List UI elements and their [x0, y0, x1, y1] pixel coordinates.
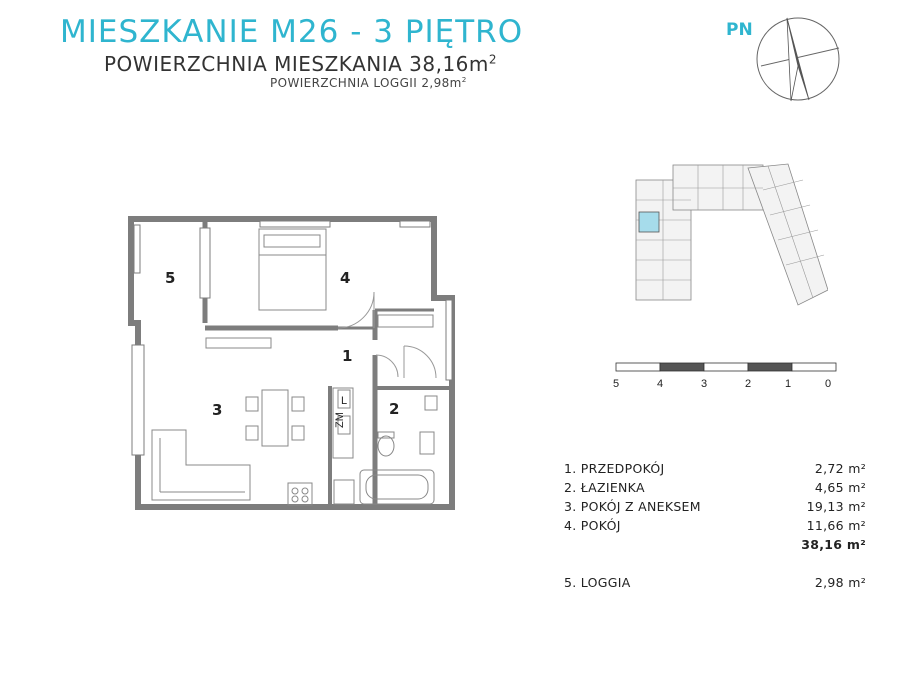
legend-spacer	[564, 554, 866, 573]
washer-label: ZM	[334, 412, 346, 428]
apartment-area-text: POWIERZCHNIA MIESZKANIA 38,16m	[104, 52, 489, 76]
scale-tick-1: 1	[784, 378, 792, 390]
apartment-area-unit-sup: 2	[488, 52, 498, 67]
legend-row	[564, 497, 866, 516]
scale-tick-5: 5	[612, 378, 620, 390]
loggia-area	[270, 76, 467, 90]
room-legend	[564, 459, 866, 592]
room-number-3: 3	[212, 401, 223, 419]
apartment-highlight	[639, 212, 659, 232]
legend-room-area: 19,13 m²	[806, 499, 866, 514]
apartment-area	[104, 52, 497, 76]
legend-row	[564, 478, 866, 497]
room-number-5: 5	[165, 269, 176, 287]
scale-tick-0: 0	[824, 378, 832, 390]
legend-loggia-area: 2,98 m²	[814, 575, 866, 590]
page-title: MIESZKANIE M26 - 3 PIĘTRO	[60, 14, 524, 50]
legend-row-loggia	[564, 573, 866, 592]
loggia-area-unit-sup: 2	[461, 75, 467, 84]
scale-bar	[605, 358, 845, 398]
floor-plan	[125, 215, 455, 515]
loggia-area-text: POWIERZCHNIA LOGGII 2,98m	[270, 76, 462, 90]
room-number-2: 2	[389, 400, 400, 418]
fridge-label: L	[341, 395, 348, 407]
legend-row	[564, 516, 866, 535]
north-label: PN	[726, 20, 753, 40]
legend-room-area: 2,72 m²	[814, 461, 866, 476]
legend-total: 38,16 m²	[801, 537, 866, 552]
legend-room-area: 4,65 m²	[814, 480, 866, 495]
legend-room-area: 11,66 m²	[806, 518, 866, 533]
scale-tick-3: 3	[700, 378, 708, 390]
compass-icon	[753, 14, 843, 104]
legend-room-name: 1. PRZEDPOKÓJ	[564, 461, 665, 476]
scale-tick-2: 2	[744, 378, 752, 390]
legend-room-name: 2. ŁAZIENKA	[564, 480, 645, 495]
legend-row	[564, 459, 866, 478]
scale-tick-4: 4	[656, 378, 664, 390]
building-key-plan	[628, 160, 828, 310]
room-number-4: 4	[340, 269, 351, 287]
room-number-1: 1	[342, 347, 353, 365]
legend-room-name: 3. POKÓJ Z ANEKSEM	[564, 499, 701, 514]
legend-loggia-name: 5. LOGGIA	[564, 575, 631, 590]
legend-room-name: 4. POKÓJ	[564, 518, 621, 533]
legend-total-row	[564, 535, 866, 554]
